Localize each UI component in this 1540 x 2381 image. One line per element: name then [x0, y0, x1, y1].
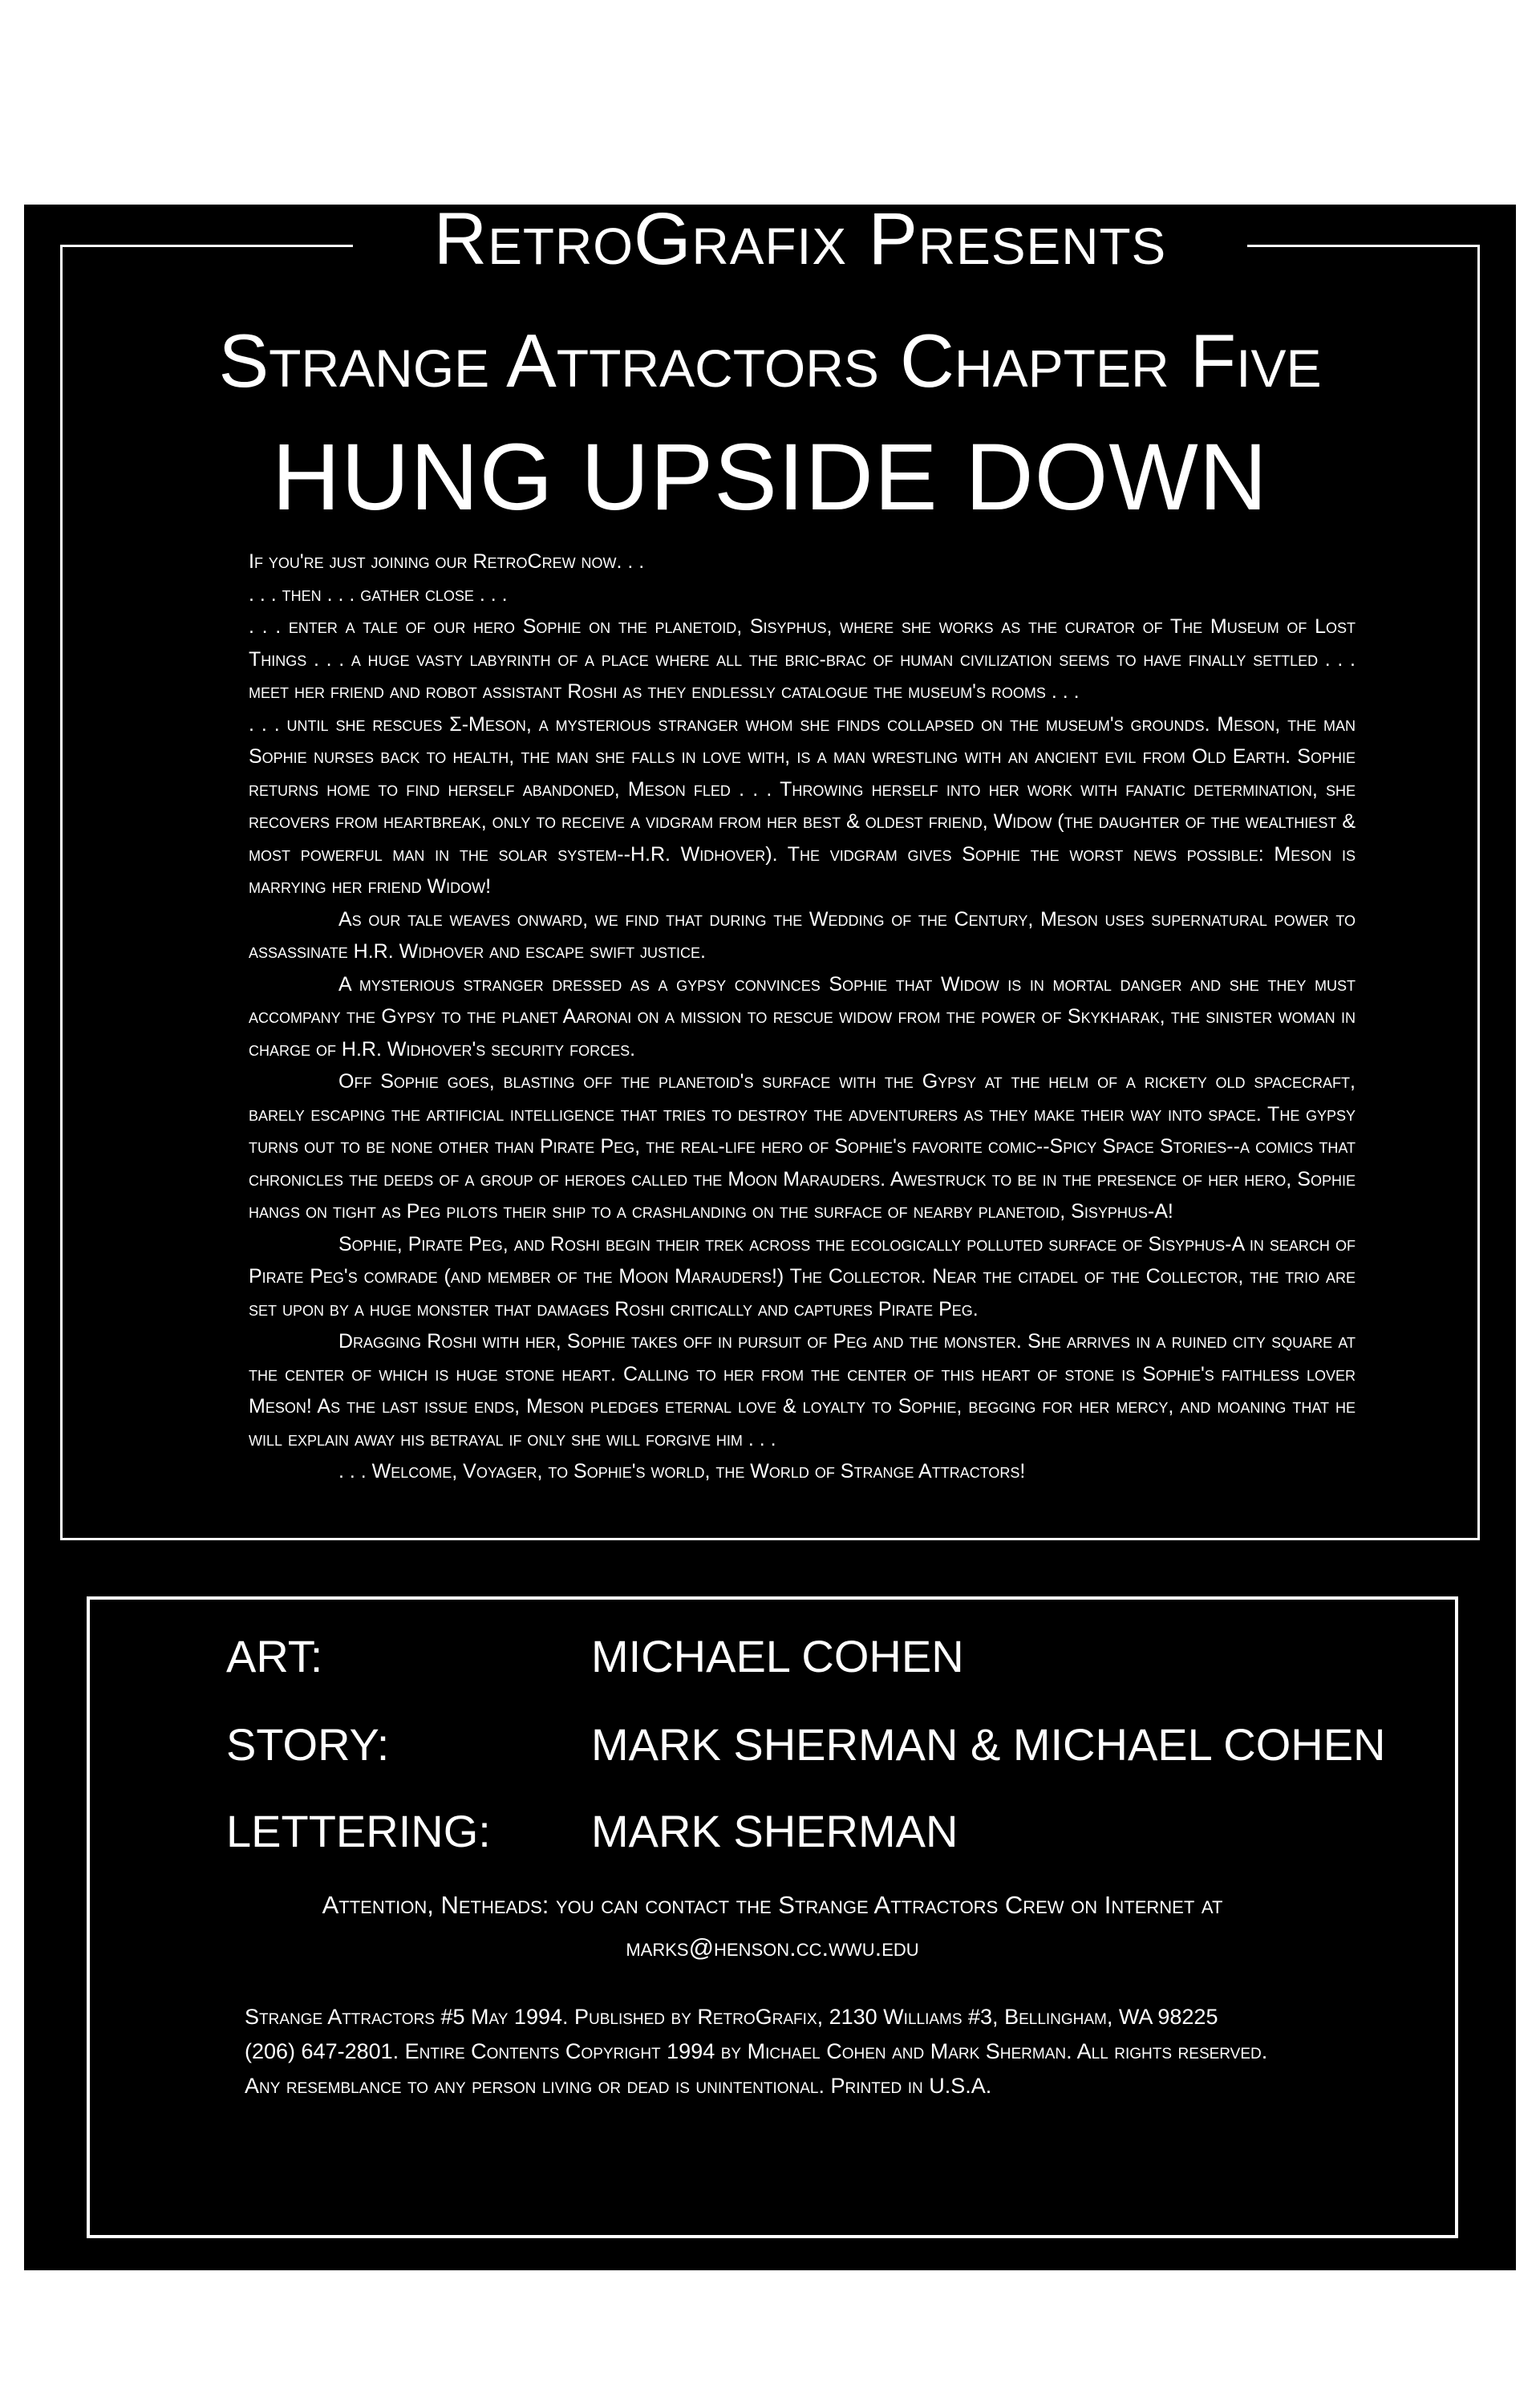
story-paragraph: As our tale weaves onward, we find that during the Wedding of the Century, Meson uses supernatural power to assassinate H.R. Widhover and escape swift justice. [249, 907, 1356, 963]
story-recap [249, 546, 1356, 1488]
credit-label-lettering: LETTERING: [226, 1806, 491, 1856]
attention-line: Attention, Netheads: you can contact the Strange Attractors Crew on Internet at [322, 1891, 1223, 1919]
credit-value-lettering: MARK SHERMAN [591, 1806, 958, 1856]
story-paragraph: If you're just joining our RetroCrew now. . . [249, 550, 645, 573]
issue-title: HUNG UPSIDE DOWN [272, 424, 1268, 530]
indicia-line: Any resemblance to any person living or dead is unintentional. Printed in U.S.A. [245, 2074, 992, 2098]
email-address: marks@henson.cc.wwu.edu [626, 1933, 919, 1961]
story-paragraph: Off Sophie goes, blasting off the planetoid's surface with the Gypsy at the helm of a rickety old spacecraft, barely escaping the artificial intelligence that tries to destroy the adventurers as they make their way into space. The gypsy turns out to be none other than Pirate Peg, the real-life hero of Sophie's favorite comic--Spicy Space Stories--a comics that chronicles the deeds of a group of heroes called the Moon Marauders. Awestruck to be in the presence of her hero, Sophie hangs on tight as Peg pilots their ship to a crashlanding on the surface of nearby planetoid, Sisyphus-A! [249, 1070, 1356, 1223]
story-paragraph: Sophie, Pirate Peg, and Roshi begin their trek across the ecologically polluted surface of Sisyphus-A in search of Pirate Peg's comrade (and member of the Moon Marauders!) The Collector. Near the citadel of the Collector, the trio are set upon by a huge monster that damages Roshi critically and captures Pirate Peg. [249, 1232, 1356, 1320]
credit-value-art: MICHAEL COHEN [591, 1631, 964, 1681]
indicia-line: Strange Attractors #5 May 1994. Published by RetroGrafix, 2130 Williams #3, Bellingham, WA 98225 [245, 2005, 1218, 2029]
title-rule-right [1247, 245, 1480, 247]
story-paragraph: . . . enter a tale of our hero Sophie on the planetoid, Sisyphus, where she works as the curator of The Museum of Lost Things . . . a huge vasty labyrinth of a place where all the bric-brac of human civilization seems to have finally settled . . . meet her friend and robot assistant Roshi as they endlessly catalogue the museum's rooms . . . [249, 615, 1356, 703]
credit-value-story: MARK SHERMAN & MICHAEL COHEN [591, 1719, 1386, 1770]
credit-label-story: STORY: [226, 1719, 390, 1770]
indicia-line: (206) 647-2801. Entire Contents Copyright 1994 by Michael Cohen and Mark Sherman. All rights reserved. [245, 2039, 1268, 2063]
credit-label-art: ART: [226, 1631, 323, 1681]
story-paragraph: . . . Welcome, Voyager, to Sophie's world, the World of Strange Attractors! [338, 1460, 1026, 1483]
chapter-title: Strange Attractors Chapter Five [218, 318, 1322, 403]
title-rule-left [60, 245, 353, 247]
presents-heading: RetroGrafix Presents [433, 198, 1167, 280]
story-paragraph: . . . until she rescues Σ-Meson, a mysterious stranger whom she finds collapsed on the museum's grounds. Meson, the man Sophie nurses back to health, the man she falls in love with, is a man wrestling with an ancient evil from Old Earth. Sophie returns home to find herself abandoned, Meson fled . . . Throwing herself into her work with fanatic determination, she recovers from heartbreak, only to receive a vidgram from her best & oldest friend, Widow (the daughter of the wealthiest & most powerful man in the solar system--H.R. Widhover). The vidgram gives Sophie the worst news possible: Meson is marrying her friend Widow! [249, 712, 1356, 898]
story-paragraph: . . . then . . . gather close . . . [249, 582, 508, 606]
story-paragraph: Dragging Roshi with her, Sophie takes off in pursuit of Peg and the monster. She arrives in a ruined city square at the center of which is huge stone heart. Calling to her from the center of this heart of stone is Sophie's faithless lover Meson! As the last issue ends, Meson pledges eternal love & loyalty to Sophie, begging for her mercy, and moaning that he will explain away his betrayal if only she will forgive him . . . [249, 1330, 1356, 1450]
story-paragraph: A mysterious stranger dressed as a gypsy convinces Sophie that Widow is in mortal danger and she they must accompany the Gypsy to the planet Aaronai on a mission to rescue widow from the power of Skykharak, the sinister woman in charge of H.R. Widhover's security forces. [249, 972, 1356, 1061]
